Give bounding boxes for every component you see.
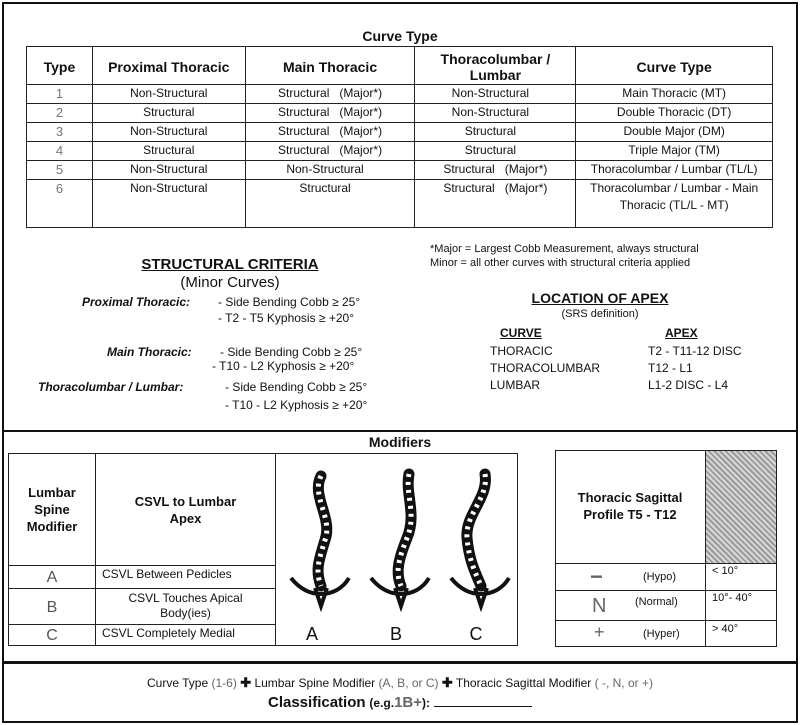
pt-cell: Structural: [92, 104, 245, 123]
spine-figure-b: [365, 468, 435, 618]
apex-title: LOCATION OF APEX: [531, 290, 669, 306]
page-title: Curve Type: [362, 28, 438, 44]
tl-cell: [415, 123, 576, 142]
header-thoracolumbar-lumbar: Thoracolumbar / Lumbar: [415, 47, 576, 85]
figure-label-a: A: [305, 624, 318, 644]
sagittal-symbol-hypo: −: [590, 564, 603, 589]
formula-sagittal-modifier: Thoracic Sagittal Modifier: [455, 676, 592, 690]
mt-value: Structural: [278, 124, 330, 138]
plus-icon: ✚: [240, 675, 252, 690]
formula-lumbar-range: (A, B, or C): [378, 676, 439, 690]
mt-value: Non-Structural: [286, 162, 364, 176]
classification-example: 1B+: [394, 694, 423, 711]
mt-value: Structural: [278, 86, 330, 100]
sagittal-label-hypo: (Hypo): [643, 571, 677, 583]
spine-figure-c: [445, 468, 515, 618]
pt-cell: Non-Structural: [92, 85, 245, 104]
criteria-tl-label: Thoracolumbar / Lumbar:: [38, 380, 184, 394]
mt-note: (Major*): [339, 105, 383, 119]
header-proximal-thoracic: Proximal Thoracic: [92, 47, 245, 85]
table-row: [27, 123, 773, 142]
tl-note: (Major*): [504, 162, 548, 176]
apex-col-curve: CURVE: [500, 326, 542, 340]
mt-value: Structural: [278, 143, 330, 157]
curve-cell: Double Thoracic (DT): [576, 104, 773, 123]
list-item: [490, 377, 780, 394]
tl-cell: [415, 161, 576, 180]
table-row: [27, 104, 773, 123]
footnote: [430, 242, 790, 270]
apex-value: L1-2 DISC - L4: [648, 378, 729, 392]
xray-image: [705, 451, 776, 563]
list-item: [490, 343, 780, 360]
plus-icon: ✚: [441, 675, 453, 690]
sagittal-range-normal: 10°- 40°: [705, 590, 777, 621]
formula-section: [2, 662, 798, 723]
formula-sagittal-range: ( -, N, or +): [594, 676, 653, 690]
structural-criteria-title: STRUCTURAL CRITERIA: [141, 256, 319, 273]
classification-label: Classification: [268, 694, 366, 711]
table-row: [27, 142, 773, 161]
criteria-mt-label: Main Thoracic:: [107, 345, 192, 359]
sagittal-range-hyper: > 40°: [705, 620, 777, 647]
sagittal-row-hypo: [555, 563, 706, 591]
mt-cell: [245, 104, 415, 123]
sagittal-range-hypo: < 10°: [705, 563, 777, 591]
curve-cell: Thoracolumbar / Lumbar - Main Thoracic (TL/L - MT): [576, 180, 773, 228]
criteria-main-thoracic: [30, 345, 410, 373]
criteria-pt-label: Proximal Thoracic:: [82, 295, 191, 309]
modifier-letter-c: C: [8, 624, 96, 646]
type-number: 1: [27, 85, 93, 104]
header-curve-type: Curve Type: [576, 47, 773, 85]
tl-cell: [415, 180, 576, 228]
type-number: 3: [27, 123, 93, 142]
mt-note: (Major*): [339, 124, 383, 138]
curve-cell: Double Major (DM): [576, 123, 773, 142]
tl-cell: [415, 104, 576, 123]
tl-cell: [415, 142, 576, 161]
modifier-letter-b: B: [8, 588, 96, 625]
classification-blank[interactable]: [434, 695, 532, 707]
table-row: [27, 180, 773, 228]
figure-label-b: B: [389, 624, 402, 644]
table-row: [27, 85, 773, 104]
apex-curve: LUMBAR: [490, 378, 541, 392]
curve-type-table: [26, 46, 773, 228]
mt-note: (Major*): [339, 143, 383, 157]
figure-label-c: C: [469, 624, 483, 644]
criteria-tl-2: - T10 - L2 Kyphosis ≥ +20°: [225, 398, 368, 412]
criteria-thoracolumbar: [10, 378, 410, 414]
lumbar-modifier-header-text: Lumbar Spine Modifier: [26, 485, 78, 534]
lumbar-modifier-header: [8, 453, 96, 566]
mt-cell: [245, 142, 415, 161]
tl-value: Non-Structural: [451, 105, 530, 119]
mt-value: Structural: [299, 181, 351, 195]
formula-curve-type-range: (1-6): [211, 676, 237, 690]
modifier-desc-b: CSVL Touches Apical Body(ies): [95, 588, 276, 625]
tl-value: Structural: [464, 124, 517, 138]
modifier-desc-c: CSVL Completely Medial: [95, 624, 276, 646]
criteria-tl-1: - Side Bending Cobb ≥ 25°: [225, 380, 368, 394]
modifier-letter-a: A: [8, 565, 96, 589]
curve-cell: Thoracolumbar / Lumbar (TL/L): [576, 161, 773, 180]
apex-curve: THORACIC: [490, 344, 553, 358]
sagittal-row-hyper: [555, 620, 706, 647]
type-number: 4: [27, 142, 93, 161]
table-row: [27, 161, 773, 180]
criteria-pt-1: - Side Bending Cobb ≥ 25°: [218, 295, 361, 309]
footnote-minor: Minor = all other curves with structural criteria applied: [430, 257, 691, 269]
criteria-mt-1: - Side Bending Cobb ≥ 25°: [220, 345, 363, 359]
mt-cell: [245, 123, 415, 142]
classification-formula: [10, 675, 790, 691]
type-number: 5: [27, 161, 93, 180]
tl-cell: [415, 85, 576, 104]
tl-value: Non-Structural: [451, 86, 530, 100]
mt-cell: [245, 180, 415, 228]
footnote-major: *Major = Largest Cobb Measurement, always structural: [430, 243, 699, 255]
tl-value: Structural: [443, 162, 495, 176]
list-item: [490, 360, 780, 377]
tl-value: Structural: [464, 143, 517, 157]
mt-note: (Major*): [339, 86, 383, 100]
pt-cell: Structural: [92, 142, 245, 161]
csvl-header: [95, 453, 276, 566]
curve-cell: Triple Major (TM): [576, 142, 773, 161]
criteria-proximal-thoracic: [30, 294, 410, 326]
sagittal-row-normal: [555, 590, 706, 621]
sagittal-header: Thoracic Sagittal Profile T5 - T12: [577, 490, 683, 522]
structural-criteria-subtitle: (Minor Curves): [180, 274, 280, 291]
classification-example-post: ):: [422, 696, 431, 710]
apex-col-apex: APEX: [665, 326, 698, 340]
tl-note: (Major*): [504, 181, 548, 195]
spine-figure-a: [285, 468, 355, 618]
sagittal-label-hyper: (Hyper): [643, 628, 680, 640]
modifiers-title: Modifiers: [368, 434, 432, 450]
table-header-row: [27, 47, 773, 85]
apex-list: [490, 343, 780, 394]
modifier-desc-a: CSVL Between Pedicles: [95, 565, 276, 589]
apex-subtitle: (SRS definition): [561, 308, 639, 320]
type-number: 6: [27, 180, 93, 228]
header-main-thoracic: Main Thoracic: [245, 47, 415, 85]
formula-lumbar-modifier: Lumbar Spine Modifier: [254, 676, 376, 690]
header-type: Type: [27, 47, 93, 85]
mt-cell: [245, 161, 415, 180]
mt-value: Structural: [278, 105, 330, 119]
tl-value: Structural: [443, 181, 495, 195]
csvl-header-text: CSVL to Lumbar Apex: [134, 493, 237, 526]
classification-example-pre: (e.g.: [369, 696, 395, 710]
sagittal-symbol-hyper: +: [594, 622, 605, 642]
pt-cell: Non-Structural: [92, 161, 245, 180]
sagittal-label-normal: (Normal): [635, 596, 678, 608]
curve-cell: Main Thoracic (MT): [576, 85, 773, 104]
criteria-mt-2: - T10 - L2 Kyphosis ≥ +20°: [212, 359, 355, 373]
mt-cell: [245, 85, 415, 104]
classification-line: [268, 694, 628, 711]
type-number: 2: [27, 104, 93, 123]
apex-curve: THORACOLUMBAR: [490, 361, 601, 375]
apex-value: T2 - T11-12 DISC: [648, 344, 742, 358]
criteria-pt-2: - T2 - T5 Kyphosis ≥ +20°: [218, 311, 355, 325]
pt-cell: Non-Structural: [92, 123, 245, 142]
sagittal-symbol-normal: N: [592, 595, 607, 617]
pt-cell: Non-Structural: [92, 180, 245, 228]
apex-value: T12 - L1: [648, 361, 693, 375]
formula-curve-type: Curve Type: [147, 676, 209, 690]
